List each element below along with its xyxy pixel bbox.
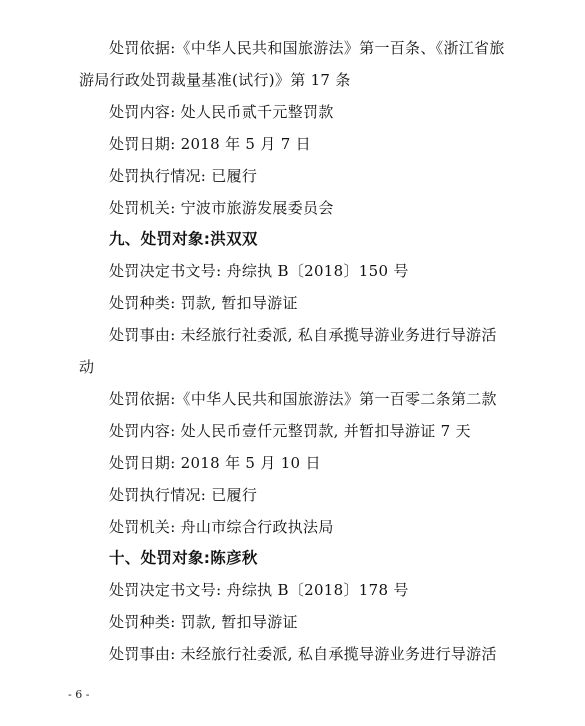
- penalty-reason-continuation: 动: [79, 358, 95, 376]
- penalty-date-line: 处罚日期: 2018 年 5 月 10 日: [109, 454, 321, 472]
- penalty-authority-line: 处罚机关: 舟山市综合行政执法局: [109, 518, 334, 536]
- penalty-date-line: 处罚日期: 2018 年 5 月 7 日: [109, 135, 311, 153]
- page-number: - 6 -: [68, 688, 90, 701]
- section-heading-ten: 十、处罚对象:陈彦秋: [109, 549, 258, 567]
- section-heading-nine: 九、处罚对象:洪双双: [109, 230, 258, 248]
- penalty-content-line: 处罚内容: 处人民币壹仟元整罚款, 并暂扣导游证 7 天: [109, 422, 471, 440]
- penalty-basis-continuation: 游局行政处罚裁量基准(试行)》第 17 条: [79, 71, 351, 89]
- penalty-reason-line: 处罚事由: 未经旅行社委派, 私自承揽导游业务进行导游活: [109, 645, 497, 663]
- penalty-authority-line: 处罚机关: 宁波市旅游发展委员会: [109, 199, 334, 217]
- penalty-basis-line: 处罚依据:《中华人民共和国旅游法》第一百零二条第二款: [109, 390, 497, 408]
- penalty-execution-line: 处罚执行情况: 已履行: [109, 167, 258, 185]
- penalty-type-line: 处罚种类: 罚款, 暂扣导游证: [109, 613, 298, 631]
- decision-number-line: 处罚决定书文号: 舟综执 B〔2018〕150 号: [109, 262, 409, 280]
- penalty-type-line: 处罚种类: 罚款, 暂扣导游证: [109, 294, 298, 312]
- penalty-reason-line: 处罚事由: 未经旅行社委派, 私自承揽导游业务进行导游活: [109, 326, 497, 344]
- penalty-execution-line: 处罚执行情况: 已履行: [109, 486, 258, 504]
- penalty-content-line: 处罚内容: 处人民币贰千元整罚款: [109, 103, 334, 121]
- decision-number-line: 处罚决定书文号: 舟综执 B〔2018〕178 号: [109, 581, 409, 599]
- penalty-basis-line: 处罚依据:《中华人民共和国旅游法》第一百条、《浙江省旅: [109, 39, 505, 57]
